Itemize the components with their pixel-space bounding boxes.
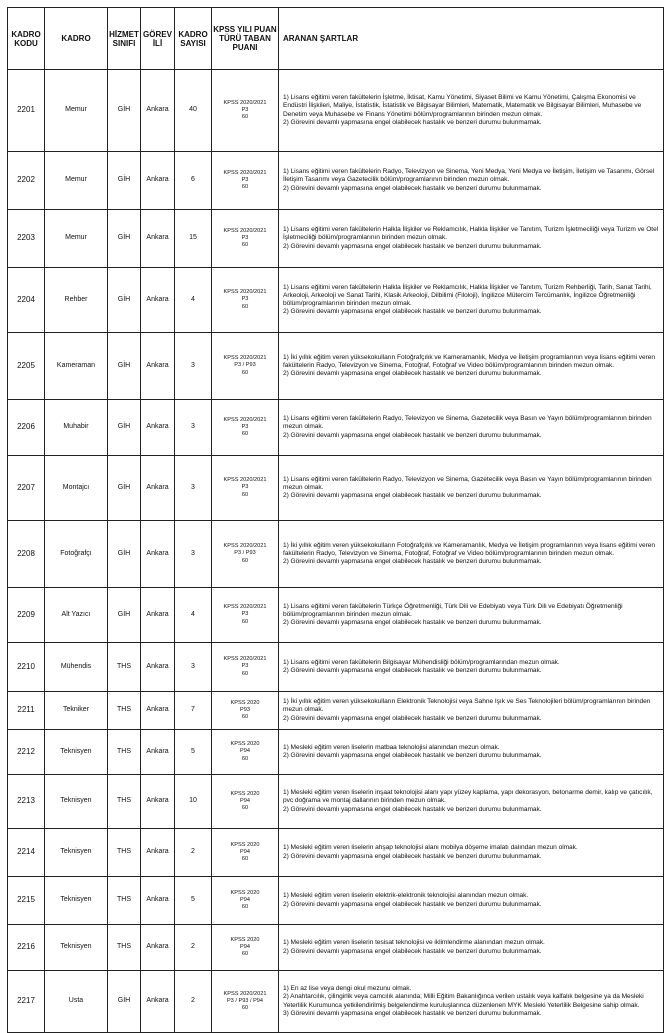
cell-kadro: Teknisyen bbox=[45, 775, 108, 829]
kpss-line: KPSS 2020/2021 bbox=[223, 169, 267, 176]
cell-kadro: Memur bbox=[45, 152, 108, 210]
kpss-line: 60 bbox=[241, 670, 249, 677]
cell-hizmet-sinifi: THS bbox=[108, 692, 141, 730]
cell-gorev-ili: Ankara bbox=[141, 971, 175, 1033]
kpss-line: P3 bbox=[241, 663, 249, 670]
condition-line: 1) Lisans eğitimi veren fakültelerin Radyo, Televizyon ve Sinema, Gazetecilik veya Basın ve Yayın bölüm/programlarının birinden mezun olmak. bbox=[283, 415, 652, 431]
cell-gorev-ili: Ankara bbox=[141, 333, 175, 400]
condition-line: 1) Mesleki eğitim veren liselerin matbaa teknolojisi alanından mezun olmak. bbox=[283, 743, 500, 751]
cell-kpss bbox=[212, 268, 279, 333]
condition-line: 2) Görevini devamlı yapmasına engel olabilecek hastalık ve benzeri durumu bulunmamak. bbox=[283, 370, 542, 378]
cell-gorev-ili: Ankara bbox=[141, 268, 175, 333]
kpss-line: P94 bbox=[240, 797, 250, 804]
kpss-line: P3 bbox=[241, 106, 249, 113]
cell-kpss bbox=[212, 400, 279, 456]
cell-gorev-ili: Ankara bbox=[141, 152, 175, 210]
cell-kadro-sayisi: 4 bbox=[175, 268, 212, 333]
kpss-line: KPSS 2020/2021 bbox=[223, 477, 267, 484]
kpss-line: P94 bbox=[240, 943, 250, 950]
header-kadro: KADRO bbox=[45, 8, 108, 70]
cell-kpss bbox=[212, 588, 279, 643]
cell-gorev-ili: Ankara bbox=[141, 210, 175, 268]
cell-kadro-kodu: 2211 bbox=[8, 692, 45, 730]
cell-kadro: Muhabir bbox=[45, 400, 108, 456]
cell-kadro-kodu: 2216 bbox=[8, 925, 45, 971]
kpss-line: P3 bbox=[241, 484, 249, 491]
condition-line: 2) Görevini devamlı yapmasına engel olabilecek hastalık ve benzeri durumu bulunmamak. bbox=[283, 308, 542, 316]
kpss-line: 60 bbox=[241, 369, 249, 376]
table-row bbox=[8, 588, 664, 643]
condition-line: 1) Lisans eğitimi veren fakültelerin Bilgisayar Mühendisliği bölüm/programlarından mezun olmak. bbox=[283, 658, 560, 666]
cell-kadro: Memur bbox=[45, 210, 108, 268]
cell-gorev-ili: Ankara bbox=[141, 70, 175, 152]
table-row bbox=[8, 152, 664, 210]
cell-kadro-kodu: 2209 bbox=[8, 588, 45, 643]
kpss-line: KPSS 2020/2021 bbox=[223, 355, 267, 362]
cell-kadro-sayisi: 6 bbox=[175, 152, 212, 210]
kpss-line: 60 bbox=[241, 557, 249, 564]
kpss-line: P3 bbox=[241, 296, 249, 303]
kpss-line: P3 bbox=[241, 176, 249, 183]
cell-aranan-sartlar bbox=[279, 877, 664, 925]
header-hizmet-sinifi: HİZMET SINIFI bbox=[108, 8, 141, 70]
cell-aranan-sartlar bbox=[279, 456, 664, 521]
kpss-line: P3 bbox=[241, 611, 249, 618]
cell-kadro-kodu: 2202 bbox=[8, 152, 45, 210]
cell-hizmet-sinifi: THS bbox=[108, 829, 141, 877]
cell-gorev-ili: Ankara bbox=[141, 877, 175, 925]
table-row bbox=[8, 829, 664, 877]
table-row bbox=[8, 971, 664, 1033]
kpss-line: 60 bbox=[241, 303, 249, 310]
condition-line: 2) Görevini devamlı yapmasına engel olabilecek hastalık ve benzeri durumu bulunmamak. bbox=[283, 714, 542, 722]
condition-line: 1) Lisans eğitimi veren fakültelerin Halkla İlişkiler ve Reklamcılık, Halkla İlişkiler ve Tanıtım, Turizm Rehberliği, Tarih, Sanat Tarihi, Arkeoloji, Arkeoloji ve Sanat Tarihi, Klasik Arkeoloji, Dilbilimi (Filoloji), İngilizce Mütercim Tercümanlık, İngilizce Öğretmenliği bölüm/programlarının birinden mezun olmak. bbox=[283, 283, 652, 307]
cell-gorev-ili: Ankara bbox=[141, 692, 175, 730]
kpss-line: 60 bbox=[241, 805, 249, 812]
kpss-line: 60 bbox=[241, 491, 249, 498]
cell-hizmet-sinifi: THS bbox=[108, 730, 141, 775]
condition-line: 2) Görevini devamlı yapmasına engel olabilecek hastalık ve benzeri durumu bulunmamak. bbox=[283, 431, 542, 439]
table-row bbox=[8, 210, 664, 268]
header-kadro-kodu: KADRO KODU bbox=[8, 8, 45, 70]
cell-hizmet-sinifi: GİH bbox=[108, 268, 141, 333]
cell-kadro: Memur bbox=[45, 70, 108, 152]
kpss-line: KPSS 2020/2021 bbox=[223, 416, 267, 423]
kpss-line: 60 bbox=[241, 1005, 249, 1012]
cell-hizmet-sinifi: GİH bbox=[108, 70, 141, 152]
kpss-line: P94 bbox=[240, 896, 250, 903]
cell-kadro: Mühendis bbox=[45, 643, 108, 692]
cell-kadro: Tekniker bbox=[45, 692, 108, 730]
header-row bbox=[8, 8, 664, 70]
cell-kadro: Fotoğrafçı bbox=[45, 521, 108, 588]
condition-line: 2) Görevini devamlı yapmasına engel olabilecek hastalık ve benzeri durumu bulunmamak. bbox=[283, 558, 542, 566]
condition-line: 1) Lisans eğitimi veren fakültelerin Radyo, Televizyon ve Sinema, Yeni Medya, Yeni Medya ve İletişim, İletişim ve Tasarımı, Görsel İletişim Tasarımı veya Gazetecilik bölüm/programlarının birinden mezun olmak. bbox=[283, 168, 655, 184]
cell-gorev-ili: Ankara bbox=[141, 775, 175, 829]
cell-kadro-sayisi: 7 bbox=[175, 692, 212, 730]
condition-line: 2) Görevini devamlı yapmasına engel olabilecek hastalık ve benzeri durumu bulunmamak. bbox=[283, 118, 542, 126]
condition-line: 2) Görevini devamlı yapmasına engel olabilecek hastalık ve benzeri durumu bulunmamak. bbox=[283, 852, 542, 860]
cell-aranan-sartlar bbox=[279, 152, 664, 210]
cell-kadro: Kameraman bbox=[45, 333, 108, 400]
condition-line: 3) Görevini devamlı yapmasına engel olabilecek hastalık ve benzeri durumu bulunmamak. bbox=[283, 1009, 542, 1017]
cell-kadro: Teknisyen bbox=[45, 925, 108, 971]
condition-line: 1) İki yıllık eğitim veren yüksekokulların Fotoğrafçılık ve Kameramanlık, Medya ve İletişim programlarının veya lisans eğitimi veren fakültelerin Radyo, Televizyon ve Sinema, Fotoğraf, Fotoğraf ve Video bölüm/programlarının birinden mezun olmak. bbox=[283, 353, 655, 369]
cell-hizmet-sinifi: GİH bbox=[108, 588, 141, 643]
cell-kadro-kodu: 2206 bbox=[8, 400, 45, 456]
table-row bbox=[8, 456, 664, 521]
condition-line: 1) Mesleki eğitim veren liselerin inşaat teknolojisi alanı yapı yüzey kaplama, yapı dekorasyon, betonarme demir, kalıp ve çatıcılık, pvc doğrama ve montaj dallarının birinden mezun olmak. bbox=[283, 789, 653, 805]
cell-kadro-sayisi: 5 bbox=[175, 877, 212, 925]
header-kadro-sayisi: KADRO SAYISI bbox=[175, 8, 212, 70]
condition-line: 1) Mesleki eğitim veren liselerin tesisat teknolojisi ve iklimlendirme alanından mezun olmak. bbox=[283, 939, 545, 947]
table-row bbox=[8, 70, 664, 152]
cell-hizmet-sinifi: GİH bbox=[108, 400, 141, 456]
header-aranan-sartlar: ARANAN ŞARTLAR bbox=[279, 8, 664, 70]
cell-aranan-sartlar bbox=[279, 643, 664, 692]
cell-kadro-sayisi: 10 bbox=[175, 775, 212, 829]
cell-kadro-kodu: 2212 bbox=[8, 730, 45, 775]
cell-kadro: Teknisyen bbox=[45, 730, 108, 775]
condition-line: 2) Görevini devamlı yapmasına engel olabilecek hastalık ve benzeri durumu bulunmamak. bbox=[283, 947, 542, 955]
kpss-line: P3 bbox=[241, 234, 249, 241]
cell-kadro-sayisi: 15 bbox=[175, 210, 212, 268]
kpss-line: 60 bbox=[241, 618, 249, 625]
cell-hizmet-sinifi: GİH bbox=[108, 333, 141, 400]
condition-line: 2) Görevini devamlı yapmasına engel olabilecek hastalık ve benzeri durumu bulunmamak. bbox=[283, 242, 542, 250]
condition-line: 1) Lisans eğitimi veren fakültelerin Radyo, Televizyon ve Sinema, Gazetecilik veya Basın ve Yayın bölüm/programlarının birinden mezun olmak. bbox=[283, 475, 652, 491]
cell-aranan-sartlar bbox=[279, 210, 664, 268]
table-row bbox=[8, 730, 664, 775]
cell-kpss bbox=[212, 521, 279, 588]
kpss-line: 60 bbox=[241, 431, 249, 438]
cell-kadro-sayisi: 3 bbox=[175, 643, 212, 692]
condition-line: 1) Mesleki eğitim veren liselerin elektrik-elektronik teknolojisi alanından mezun olmak. bbox=[283, 892, 529, 900]
cell-kpss bbox=[212, 456, 279, 521]
kpss-line: KPSS 2020/2021 bbox=[223, 99, 267, 106]
cell-kadro-kodu: 2213 bbox=[8, 775, 45, 829]
cell-kadro-kodu: 2214 bbox=[8, 829, 45, 877]
kpss-line: KPSS 2020/2021 bbox=[223, 604, 267, 611]
table-row bbox=[8, 400, 664, 456]
kpss-line: P3 bbox=[241, 423, 249, 430]
cell-gorev-ili: Ankara bbox=[141, 400, 175, 456]
cell-kadro: Alt Yazıcı bbox=[45, 588, 108, 643]
kpss-line: KPSS 2020/2021 bbox=[223, 656, 267, 663]
condition-line: 2) Görevini devamlı yapmasına engel olabilecek hastalık ve benzeri durumu bulunmamak. bbox=[283, 900, 542, 908]
cell-kpss bbox=[212, 775, 279, 829]
cell-kadro-sayisi: 3 bbox=[175, 521, 212, 588]
cell-aranan-sartlar bbox=[279, 925, 664, 971]
cell-kadro-sayisi: 3 bbox=[175, 400, 212, 456]
cell-kadro-sayisi: 3 bbox=[175, 333, 212, 400]
cell-hizmet-sinifi: GİH bbox=[108, 152, 141, 210]
cell-kadro-sayisi: 40 bbox=[175, 70, 212, 152]
cell-kpss bbox=[212, 829, 279, 877]
kpss-line: 60 bbox=[241, 755, 249, 762]
cell-hizmet-sinifi: GİH bbox=[108, 971, 141, 1033]
table-row bbox=[8, 692, 664, 730]
kpss-line: KPSS 2020/2021 bbox=[223, 990, 267, 997]
condition-line: 1) Mesleki eğitim veren liselerin ahşap teknolojisi alanı mobilya döşeme imalatı dalından mezun olmak. bbox=[283, 844, 578, 852]
condition-line: 1) En az lise veya dengi okul mezunu olmak. bbox=[283, 985, 412, 993]
cell-kadro-kodu: 2207 bbox=[8, 456, 45, 521]
cell-kpss bbox=[212, 971, 279, 1033]
cell-kpss bbox=[212, 333, 279, 400]
kpss-line: P3 / P93 bbox=[234, 362, 256, 369]
kpss-line: P93 bbox=[240, 706, 250, 713]
cell-gorev-ili: Ankara bbox=[141, 829, 175, 877]
cell-hizmet-sinifi: GİH bbox=[108, 456, 141, 521]
kpss-line: 60 bbox=[241, 904, 249, 911]
cell-aranan-sartlar bbox=[279, 70, 664, 152]
condition-line: 1) İki yıllık eğitim veren yüksekokulların Fotoğrafçılık ve Kameramanlık, Medya ve İletişim programlarının veya lisans eğitimi veren fakültelerin Radyo, Televizyon ve Sinema, Fotoğraf, Fotoğraf ve Video bölüm/programlarının birinden mezun olmak. bbox=[283, 541, 655, 557]
condition-line: 2) Görevini devamlı yapmasına engel olabilecek hastalık ve benzeri durumu bulunmamak. bbox=[283, 805, 542, 813]
cell-kadro-sayisi: 2 bbox=[175, 925, 212, 971]
cell-kpss bbox=[212, 152, 279, 210]
cell-kadro-kodu: 2201 bbox=[8, 70, 45, 152]
cell-kadro-kodu: 2210 bbox=[8, 643, 45, 692]
kpss-line: KPSS 2020 bbox=[230, 936, 260, 943]
cell-hizmet-sinifi: THS bbox=[108, 775, 141, 829]
kadro-table bbox=[7, 7, 664, 1033]
cell-kadro-kodu: 2203 bbox=[8, 210, 45, 268]
kpss-line: 60 bbox=[241, 714, 249, 721]
condition-line: 2) Görevini devamlı yapmasına engel olabilecek hastalık ve benzeri durumu bulunmamak. bbox=[283, 184, 542, 192]
kpss-line: KPSS 2020 bbox=[230, 699, 260, 706]
kpss-line: 60 bbox=[241, 856, 249, 863]
kpss-line: 60 bbox=[241, 114, 249, 121]
kpss-line: KPSS 2020/2021 bbox=[223, 227, 267, 234]
cell-aranan-sartlar bbox=[279, 692, 664, 730]
cell-kadro: Teknisyen bbox=[45, 877, 108, 925]
cell-gorev-ili: Ankara bbox=[141, 730, 175, 775]
cell-gorev-ili: Ankara bbox=[141, 521, 175, 588]
cell-aranan-sartlar bbox=[279, 588, 664, 643]
cell-aranan-sartlar bbox=[279, 400, 664, 456]
kpss-line: KPSS 2020 bbox=[230, 889, 260, 896]
kpss-line: 60 bbox=[241, 242, 249, 249]
cell-kpss bbox=[212, 877, 279, 925]
cell-kpss bbox=[212, 692, 279, 730]
kpss-line: KPSS 2020 bbox=[230, 790, 260, 797]
cell-kadro-kodu: 2217 bbox=[8, 971, 45, 1033]
condition-line: 2) Görevini devamlı yapmasına engel olabilecek hastalık ve benzeri durumu bulunmamak. bbox=[283, 492, 542, 500]
cell-kadro-sayisi: 3 bbox=[175, 456, 212, 521]
cell-hizmet-sinifi: THS bbox=[108, 877, 141, 925]
condition-line: 1) Lisans eğitimi veren fakültelerin Türkçe Öğretmenliği, Türk Dili ve Edebiyatı veya Türk Dili ve Edebiyatı Öğretmenliği bölüm/programlarının birinden mezun olmak. bbox=[283, 602, 623, 618]
cell-aranan-sartlar bbox=[279, 971, 664, 1033]
table-row bbox=[8, 268, 664, 333]
cell-aranan-sartlar bbox=[279, 730, 664, 775]
cell-kpss bbox=[212, 70, 279, 152]
cell-hizmet-sinifi: THS bbox=[108, 925, 141, 971]
condition-line: 1) İki yıllık eğitim veren yüksekokulların Elektronik Teknolojisi veya Sahne Işık ve Ses Teknolojileri bölüm/programlarının birinden mezun olmak. bbox=[283, 698, 651, 714]
table-row bbox=[8, 877, 664, 925]
cell-kadro-kodu: 2205 bbox=[8, 333, 45, 400]
kpss-line: 60 bbox=[241, 951, 249, 958]
kpss-line: KPSS 2020 bbox=[230, 841, 260, 848]
cell-aranan-sartlar bbox=[279, 268, 664, 333]
cell-kadro-sayisi: 2 bbox=[175, 971, 212, 1033]
cell-kadro: Montajcı bbox=[45, 456, 108, 521]
cell-aranan-sartlar bbox=[279, 333, 664, 400]
kpss-line: KPSS 2020/2021 bbox=[223, 543, 267, 550]
cell-kadro-kodu: 2208 bbox=[8, 521, 45, 588]
cell-hizmet-sinifi: GİH bbox=[108, 210, 141, 268]
cell-hizmet-sinifi: THS bbox=[108, 643, 141, 692]
table-row bbox=[8, 333, 664, 400]
cell-kadro-sayisi: 5 bbox=[175, 730, 212, 775]
cell-kadro: Teknisyen bbox=[45, 829, 108, 877]
table-row bbox=[8, 521, 664, 588]
kpss-line: KPSS 2020/2021 bbox=[223, 289, 267, 296]
table-row bbox=[8, 775, 664, 829]
cell-kadro-sayisi: 2 bbox=[175, 829, 212, 877]
table-row bbox=[8, 643, 664, 692]
cell-kadro-kodu: 2204 bbox=[8, 268, 45, 333]
condition-line: 1) Lisans eğitimi veren fakültelerin Halkla İlişkiler ve Reklamcılık, Halkla İlişkiler ve Tanıtım, Turizm İşletmeciliği veya Turizm ve Otel İşletmeciliği bölüm/programlarının birinden mezun olmak. bbox=[283, 226, 659, 242]
cell-gorev-ili: Ankara bbox=[141, 925, 175, 971]
cell-kpss bbox=[212, 210, 279, 268]
cell-aranan-sartlar bbox=[279, 521, 664, 588]
cell-kadro: Usta bbox=[45, 971, 108, 1033]
header-gorev-ili: GÖREV İLİ bbox=[141, 8, 175, 70]
cell-gorev-ili: Ankara bbox=[141, 588, 175, 643]
condition-line: 2) Görevini devamlı yapmasına engel olabilecek hastalık ve benzeri durumu bulunmamak. bbox=[283, 667, 542, 674]
cell-kadro-sayisi: 4 bbox=[175, 588, 212, 643]
kpss-line: P3 / P93 bbox=[234, 550, 256, 557]
cell-kpss bbox=[212, 643, 279, 692]
kpss-line: P3 / P93 / P94 bbox=[226, 997, 264, 1004]
kpss-line: KPSS 2020 bbox=[230, 741, 260, 748]
cell-hizmet-sinifi: GİH bbox=[108, 521, 141, 588]
kpss-line: P94 bbox=[240, 848, 250, 855]
condition-line: 2) Görevini devamlı yapmasına engel olabilecek hastalık ve benzeri durumu bulunmamak. bbox=[283, 752, 542, 759]
cell-aranan-sartlar bbox=[279, 829, 664, 877]
cell-kadro-kodu: 2215 bbox=[8, 877, 45, 925]
cell-kadro: Rehber bbox=[45, 268, 108, 333]
condition-line: 1) Lisans eğitimi veren fakültelerin İşletme, İktisat, Kamu Yönetimi, Siyaset Bilimi ve Kamu Yönetimi, Çalışma Ekonomisi ve Endüstri İlişkileri, Maliye, İstatistik, İstatistik ve Bilgisayar Bilimleri, Matematik, Matematik ve Bilgisayar Bilimleri, Muhasebe ve Denetim veya Muhasebe ve Finans Yönetimi bölüm/programlarının birinden mezun olmak. bbox=[283, 94, 642, 118]
condition-line: 2) Anahtarcılık, çilingirlik veya camcılık alanında; Milli Eğitim Bakanlığınca verilen ustalık veya kalfalık belgesine ya da Mesleki Yeterlilik Kurumunca yetkilendirilmiş belgelendirme kuruluşlarınca düzenlenen MYK Mesleki Yeterlilik Belgesine sahip olmak. bbox=[283, 993, 644, 1009]
cell-gorev-ili: Ankara bbox=[141, 456, 175, 521]
cell-kpss bbox=[212, 730, 279, 775]
cell-gorev-ili: Ankara bbox=[141, 643, 175, 692]
cell-kpss bbox=[212, 925, 279, 971]
cell-aranan-sartlar bbox=[279, 775, 664, 829]
condition-line: 2) Görevini devamlı yapmasına engel olabilecek hastalık ve benzeri durumu bulunmamak. bbox=[283, 619, 542, 627]
kpss-line: P94 bbox=[240, 748, 250, 755]
kpss-line: 60 bbox=[241, 184, 249, 191]
table-row bbox=[8, 925, 664, 971]
header-kpss: KPSS YILI PUAN TÜRÜ TABAN PUANI bbox=[212, 8, 279, 70]
